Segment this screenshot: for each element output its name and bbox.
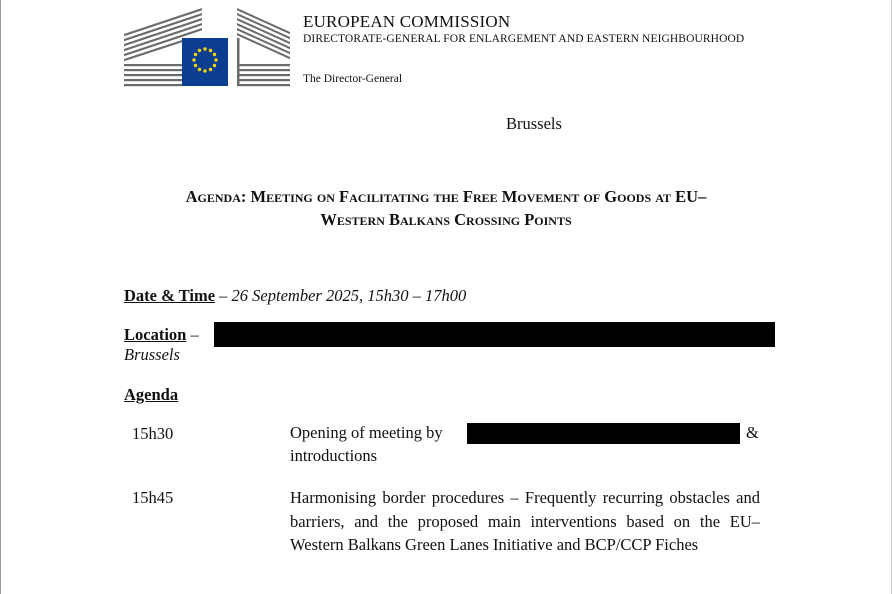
european-commission-logo-icon: [122, 4, 292, 88]
redaction-bar: [467, 423, 740, 444]
agenda-item-time: 15h45: [132, 488, 174, 507]
organization-name: EUROPEAN COMMISSION: [303, 12, 511, 31]
date-time-label: Date & Time: [124, 286, 216, 305]
office-name: The Director-General: [303, 73, 403, 85]
city: Brussels: [506, 114, 562, 133]
location-separator: –: [186, 325, 199, 344]
agenda-item-text-suffix: &: [746, 423, 759, 442]
redaction-bar: [214, 322, 775, 347]
page-border: [0, 0, 1, 594]
location-label: Location: [124, 325, 187, 344]
date-time-separator: –: [215, 286, 232, 305]
document-title-line-2: Western Balkans Crossing Points: [320, 210, 572, 229]
directorate-name: DIRECTORATE-GENERAL FOR ENLARGEMENT AND EASTERN NEIGHBOURHOOD: [303, 33, 745, 45]
agenda-item-text-prefix: Opening of meeting by: [290, 423, 443, 442]
agenda-item-time: 15h30: [132, 424, 174, 443]
location-row: [124, 325, 199, 345]
agenda-item-text-line-2: introductions: [290, 446, 378, 465]
location-value: Brussels: [124, 345, 180, 364]
date-time-row: [124, 286, 466, 306]
date-time-value: 26 September 2025, 15h30 – 17h00: [231, 286, 467, 305]
agenda-heading: Agenda: [124, 385, 179, 404]
document-title-line-1: Agenda: Meeting on Facilitating the Free Movement of Goods at EU–: [185, 187, 707, 206]
agenda-item-text: Harmonising border procedures – Frequently recurring obstacles and barriers, and the proposed main interventions based on the EU–Western Balkans Green Lanes Initiative and BCP/CCP Fiches: [290, 488, 760, 554]
